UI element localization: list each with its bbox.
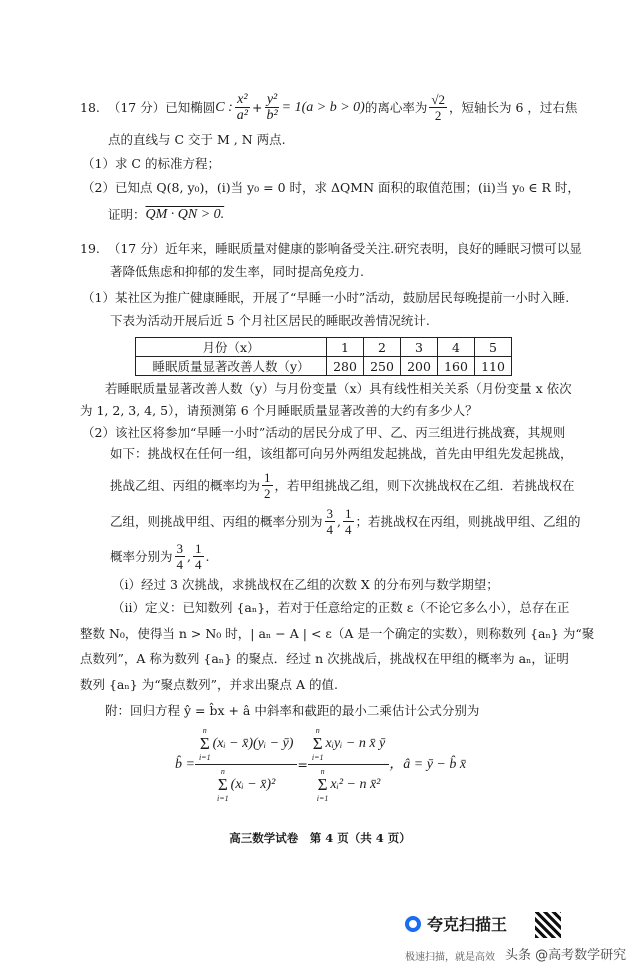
denominator: a²	[236, 108, 248, 123]
denominator: 4	[176, 557, 184, 572]
summation	[317, 767, 329, 803]
fraction	[193, 541, 204, 572]
sleep-table	[135, 337, 512, 376]
text: 挑战乙组、丙组的概率均为	[110, 477, 261, 493]
denominator: 4	[326, 522, 334, 537]
summation	[312, 726, 324, 762]
sum-upper-limit: n	[320, 767, 325, 776]
table-row	[136, 338, 512, 357]
fraction	[429, 92, 447, 123]
denominator: 2	[434, 108, 442, 123]
table-cell: 1	[327, 338, 364, 357]
page-footer: 高三数学试卷 第 4 页（共 4 页）	[229, 831, 411, 845]
q19-part-1-line-1: （1）某社区为推广健康睡眠，开展了“早睡一小时”活动，鼓励居民每晚提前一小时入睡.	[82, 290, 570, 305]
math: xᵢyᵢ − n x̄ ȳ	[325, 736, 386, 751]
q19-line-1	[80, 241, 582, 257]
table-header: 睡眠质量显著改善人数（y）	[136, 357, 327, 376]
q19-number: 19.	[80, 241, 100, 256]
math: (xᵢ − x̄)(yᵢ − ȳ)	[212, 736, 294, 751]
math: +	[251, 99, 263, 115]
numerator: y²	[266, 92, 278, 107]
sum-upper-limit: n	[220, 767, 225, 776]
numerator	[195, 726, 297, 765]
q19-sub-ii-line-4: 数列 {aₙ} 为“聚点数列”，并求出聚点 A 的值.	[80, 677, 338, 692]
sigma-icon: Σ	[199, 734, 210, 753]
denominator: 4	[345, 522, 352, 537]
q19-part-1-line-4: 为 1, 2, 3, 4, 5），请预测第 6 个月睡眠质量显著改善的大约有多少人？	[80, 403, 478, 418]
table-cell: 4	[438, 338, 475, 357]
fraction	[195, 726, 297, 803]
q19-part-2-line-2: 如下：挑战权在任何一组，该组都可向另外两组发起挑战，首先由甲组先发起挑战，	[110, 446, 573, 461]
table-cell: 3	[401, 338, 438, 357]
denominator: 4	[195, 557, 202, 572]
math: ，â = ȳ − b̂ x̄	[389, 756, 467, 772]
qr-code-icon	[535, 912, 561, 938]
q19-sub-ii-line-1: （ii）定义：已知数列 {aₙ}，若对于任意给定的正数 ε（不论它多么小），总存在正	[112, 600, 570, 615]
numerator: √2	[431, 92, 445, 107]
appendix-text: 附：回归方程 ŷ = b̂x + â 中斜率和截距的最小二乘估计公式分别为	[105, 703, 480, 718]
fraction	[175, 541, 186, 572]
summation	[217, 767, 229, 803]
denominator	[313, 765, 385, 803]
denominator: 2	[264, 486, 271, 501]
q18-score: （17 分）	[107, 99, 166, 115]
scanner-watermark	[405, 912, 640, 972]
fraction	[343, 506, 354, 537]
sum-lower-limit: i=1	[198, 753, 211, 762]
numerator	[308, 726, 389, 765]
fraction	[308, 726, 389, 803]
q19-part-2-line-4: 乙组，则挑战甲组、丙组的概率分别为 $\frac{3}{4}$ , $\frac{1}{4}$ ；若挑战权在丙组，则挑战甲组、乙组的	[110, 506, 581, 537]
summation	[199, 726, 211, 762]
q19-text: 近年来，睡眠质量对健康的影响备受关注.研究表明，良好的睡眠习惯可以显	[165, 241, 582, 256]
text: 乙组，则挑战甲组、丙组的概率分别为	[110, 513, 323, 529]
q19-part-2-line-1: （2）该社区将参加“早睡一小时”活动的居民分成了甲、乙、丙三组进行挑战赛，其规则	[82, 425, 566, 440]
numerator: 1	[195, 541, 202, 556]
q18-text: ，短轴长为 6 ，过右焦	[448, 99, 578, 115]
q18-proof	[108, 207, 224, 223]
math: (xᵢ − x̄)²	[230, 777, 276, 792]
q19-sub-ii-line-3: 点数列”，A 称为数列 {aₙ} 的聚点．经过 n 次挑战后，挑战权在甲组的概率为 aₙ，证明	[80, 651, 569, 666]
math: = 1(a > b > 0)	[281, 99, 365, 115]
q18-text: 已知椭圆	[165, 99, 216, 115]
table-cell: 280	[327, 357, 364, 376]
q18-number: 18.	[80, 99, 100, 115]
numerator: 1	[345, 506, 352, 521]
q18-line-1	[80, 92, 577, 123]
numerator: x²	[237, 92, 248, 107]
sum-lower-limit: i=1	[311, 753, 324, 762]
sigma-icon: Σ	[312, 734, 323, 753]
q19-sub-ii-line-2: 整数 N₀，使得当 n > N₀ 时，| aₙ − A | < ε（A 是一个确定的实数），则称数列 {aₙ} 为“聚	[80, 626, 595, 641]
watermark-app-name: 夸克扫描王	[427, 915, 508, 934]
table-cell: 110	[475, 357, 512, 376]
q19-line-2: 著降低焦虑和抑郁的发生率，同时提高免疫力.	[110, 264, 364, 279]
table-header: 月份（x）	[136, 338, 327, 357]
fraction	[264, 92, 279, 123]
denominator: b²	[266, 108, 278, 123]
q19-part-1-line-3: 若睡眠质量显著改善人数（y）与月份变量（x）具有线性相关关系（月份变量 x 依次	[105, 381, 572, 396]
q19-sub-i: （i）经过 3 次挑战，求挑战权在乙组的次数 X 的分布列与数学期望；	[112, 577, 499, 592]
sigma-icon: Σ	[217, 775, 228, 794]
numerator: 3	[176, 541, 184, 556]
text: 概率分别为	[110, 548, 173, 564]
math: =	[297, 756, 308, 772]
q18-part-1: （1）求 C 的标准方程；	[82, 156, 220, 171]
q19-part-2-line-3	[110, 470, 575, 501]
table-cell: 5	[475, 338, 512, 357]
table-cell: 200	[401, 357, 438, 376]
fraction	[262, 470, 273, 501]
text: ，若甲组挑战乙组，则下次挑战权在乙组．若挑战权在	[274, 477, 575, 493]
fraction	[235, 92, 250, 123]
q19-score: （17 分）	[107, 241, 166, 256]
math: QM · QN > 0.	[145, 207, 225, 222]
table-cell: 2	[364, 338, 401, 357]
table-cell: 160	[438, 357, 475, 376]
numerator: 3	[326, 506, 334, 521]
quark-logo-icon	[405, 916, 421, 932]
watermark-tagline: 极速扫描，就是高效	[405, 952, 495, 963]
table-row	[136, 357, 512, 376]
proof-label: 证明：	[108, 207, 146, 222]
math: b̂ =	[175, 756, 195, 772]
q19-part-2-line-5: 概率分别为 $\frac{3}{4}$ , $\frac{1}{4}$ .	[110, 541, 210, 572]
sum-lower-limit: i=1	[316, 794, 329, 803]
watermark-overlay: 头条 @高考数学研究	[505, 948, 627, 963]
q19-part-1-line-2: 下表为活动开展后近 5 个月社区居民的睡眠改善情况统计.	[110, 313, 430, 328]
sum-lower-limit: i=1	[217, 794, 229, 803]
sigma-icon: Σ	[317, 775, 328, 794]
sum-upper-limit: n	[202, 726, 207, 735]
text: ；若挑战权在丙组，则挑战甲组、乙组的	[355, 513, 581, 529]
regression-formula	[175, 726, 466, 803]
sum-upper-limit: n	[315, 726, 320, 735]
text: .	[205, 548, 210, 564]
math: C :	[215, 99, 233, 115]
q18-part-2: （2）已知点 Q(8, y₀)，(i)当 y₀ = 0 时，求 ΔQMN 面积的取值范围；(ii)当 y₀ ∈ R 时，	[82, 180, 580, 195]
math: xᵢ² − n x̄²	[330, 777, 381, 792]
numerator: 1	[264, 470, 271, 485]
denominator	[213, 765, 279, 803]
q18-line-2: 点的直线与 C 交于 M , N 两点.	[108, 132, 286, 147]
q18-text: 的离心率为	[364, 99, 428, 115]
fraction	[325, 506, 336, 537]
table-cell: 250	[364, 357, 401, 376]
